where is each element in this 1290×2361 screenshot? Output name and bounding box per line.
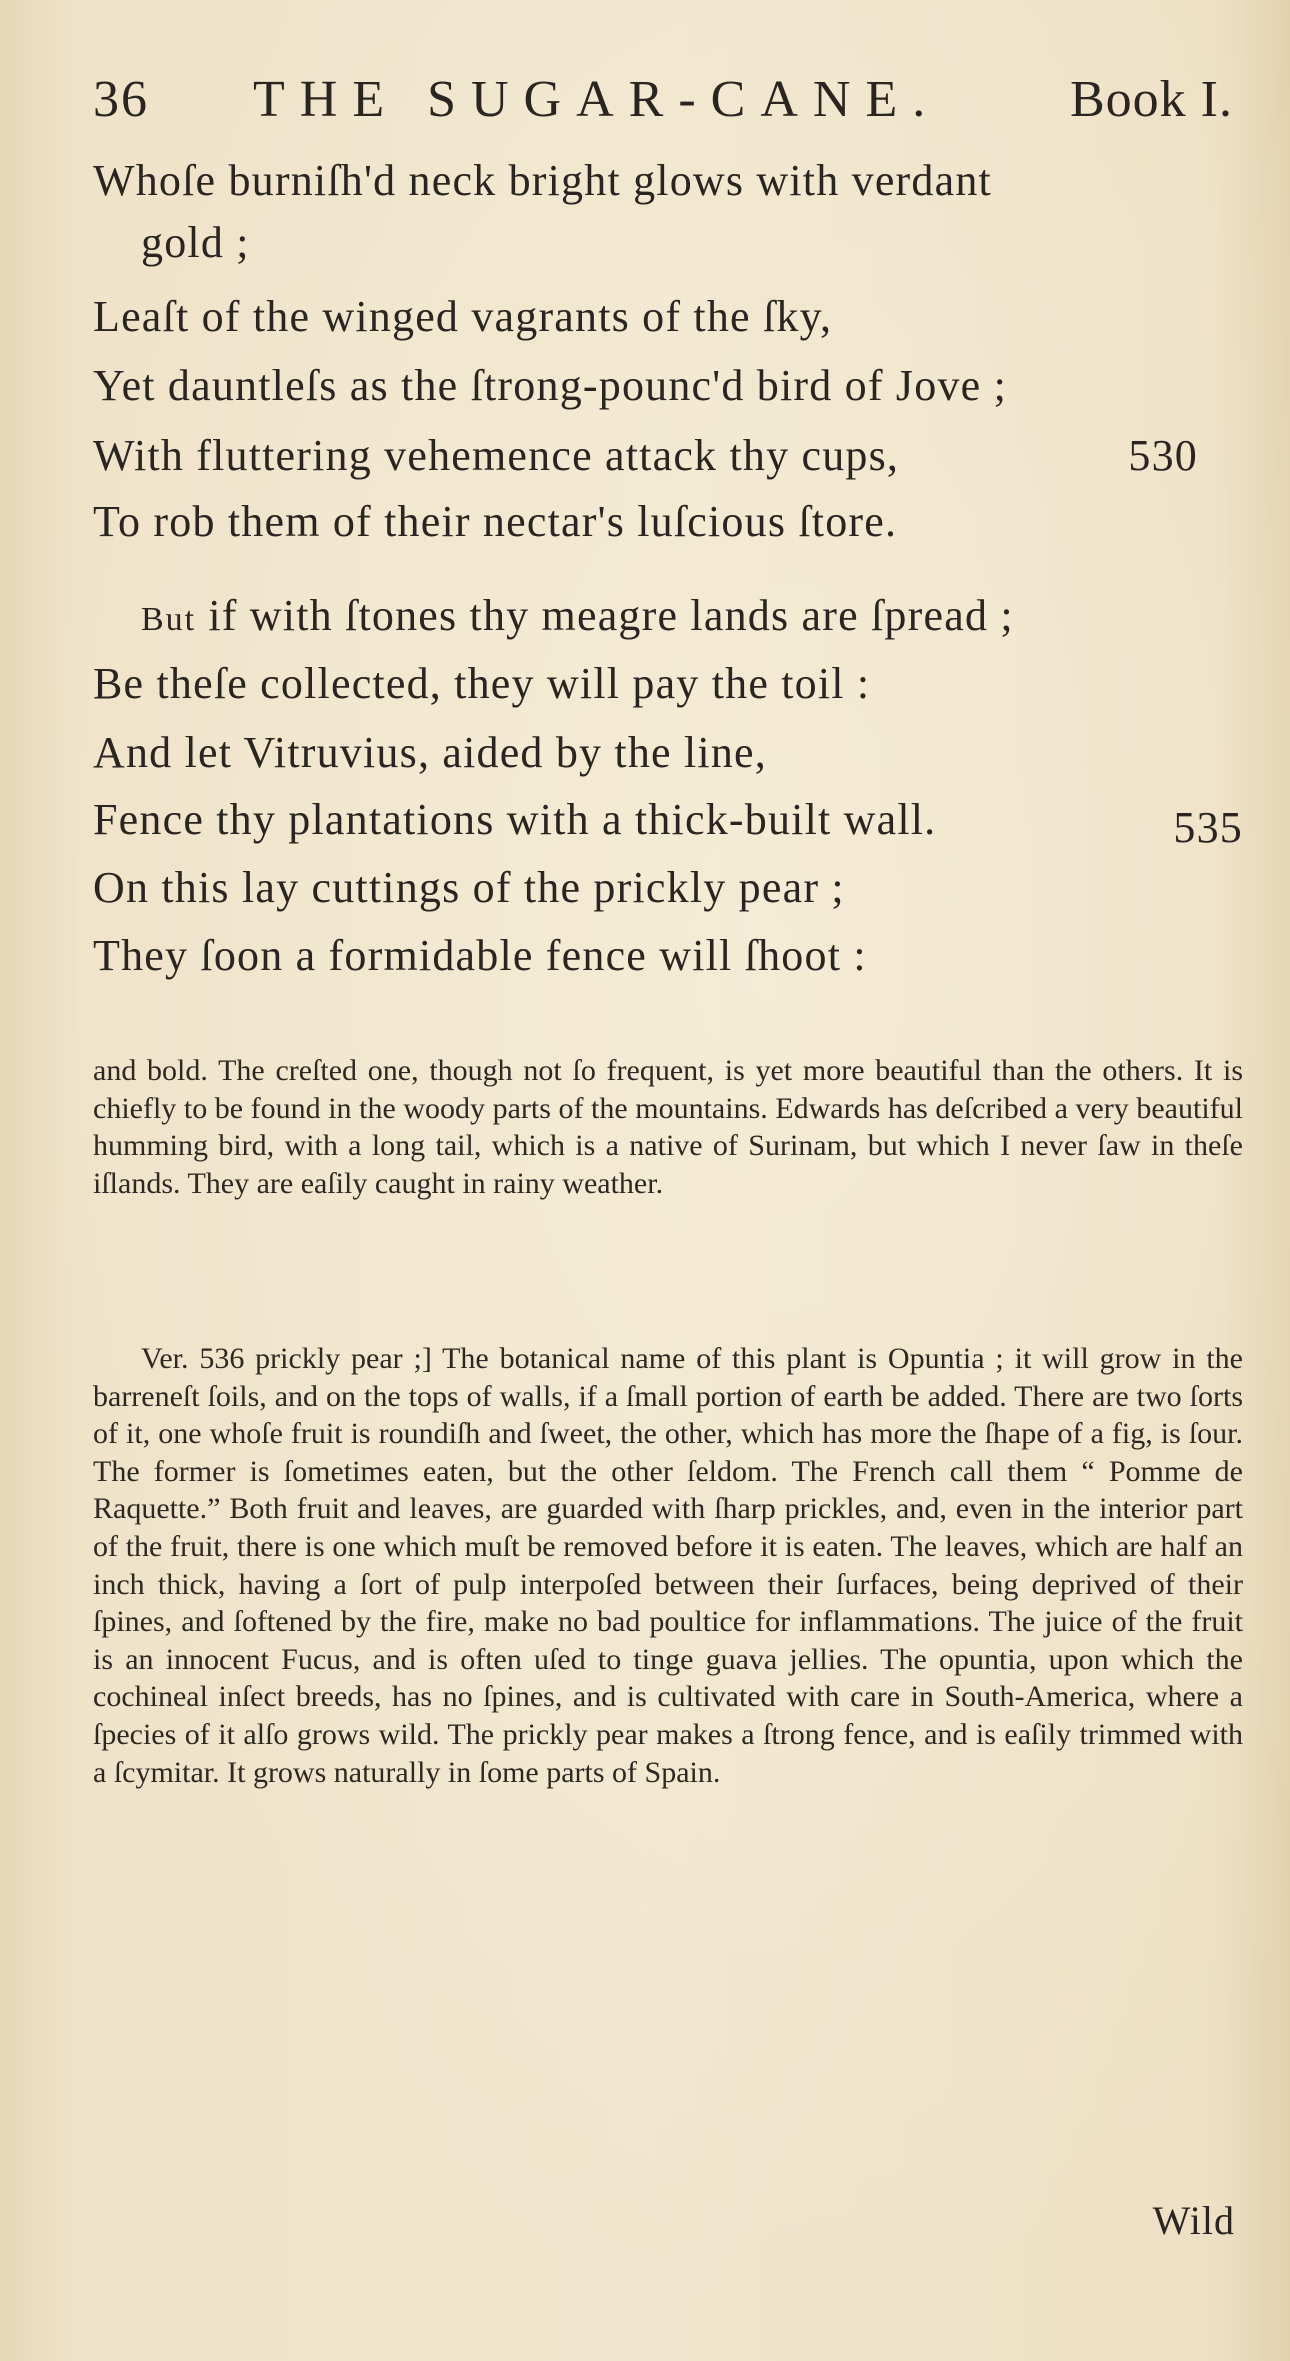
verse-line: Whoſe burniſh'd neck bright glows with verdant	[93, 156, 992, 205]
verse-line: Leaſt of the winged vagrants of the ſky,	[93, 292, 833, 341]
small-caps-word: But	[141, 601, 197, 638]
verse-line: They ſoon a formidable fence will ſhoot :	[93, 931, 867, 980]
running-header	[93, 70, 1233, 130]
verse-line-first	[141, 590, 1014, 641]
verse-line: And let Vitruvius, aided by the line,	[93, 728, 767, 777]
line-number: 535	[1173, 803, 1243, 852]
book-label: Book I.	[1070, 71, 1233, 128]
footnote-text: Ver. 536 prickly pear ;] The botanical name of this plant is Opuntia ; it will grow in the barreneſt ſoils, and on the tops of walls, if a ſmall portion of earth be added. There are two ſorts of it, one whoſe fruit is roundiſh and ſweet, the other, which has more the ſhape of a fig, is ſour. The former is ſometimes eaten, but the other ſeldom. The French call them “ Pomme de Raquette.” Both fruit and leaves, are guarded with ſharp prickles, and, even in the interior part of the fruit, there is one which muſt be removed before it is eaten. The leaves, which are half an inch thick, having a ſort of pulp interpoſed between their ſurfaces, being deprived of their ſpines, and ſoftened by the fire, make no bad poultice for inflammations. The juice of the fruit is an innocent Fucus, and is often uſed to tinge guava jellies. The opuntia, upon which the cochineal inſect breeds, has no ſpines, and is cultivated with care in South-America, where a ſpecies of it alſo grows wild. The prickly pear makes a ſtrong fence, and is eaſily trimmed with a ſcymitar. It grows naturally in ſome parts of Spain.	[93, 1342, 1243, 1789]
verse-block-1	[93, 155, 1243, 545]
footnote-prickly-pear	[93, 1340, 1243, 1791]
verse-line: Fence thy plantations with a thick-built wall.	[93, 795, 937, 844]
catchword: Wild	[1152, 2198, 1235, 2243]
verse-line-rest: if with ſtones thy meagre lands are ſpread ;	[196, 591, 1014, 640]
line-number: 530	[1128, 431, 1198, 480]
verse-block-2	[93, 590, 1243, 1020]
verse-line: To rob them of their nectar's luſcious ſtore.	[93, 497, 898, 546]
page-number: 36	[93, 71, 149, 128]
verse-line: gold ;	[141, 218, 250, 267]
running-title: THE SUGAR-CANE.	[253, 71, 941, 128]
footnote-continued	[93, 1052, 1243, 1202]
footnote-text: and bold. The creſted one, though not ſo frequent, is yet more beautiful than the others. It is chiefly to be found in the woody parts of the mountains. Edwards has deſcribed a very beautiful humming bird, with a long tail, which is a native of Surinam, but which I never ſaw in theſe iſlands. They are eaſily caught in rainy weather.	[93, 1054, 1243, 1200]
verse-line: With fluttering vehemence attack thy cups,	[93, 431, 900, 480]
verse-line: Yet dauntleſs as the ſtrong-pounc'd bird of Jove ;	[93, 361, 1008, 410]
verse-line: On this lay cuttings of the prickly pear ;	[93, 863, 845, 912]
verse-line: Be theſe collected, they will pay the toil :	[93, 659, 871, 708]
